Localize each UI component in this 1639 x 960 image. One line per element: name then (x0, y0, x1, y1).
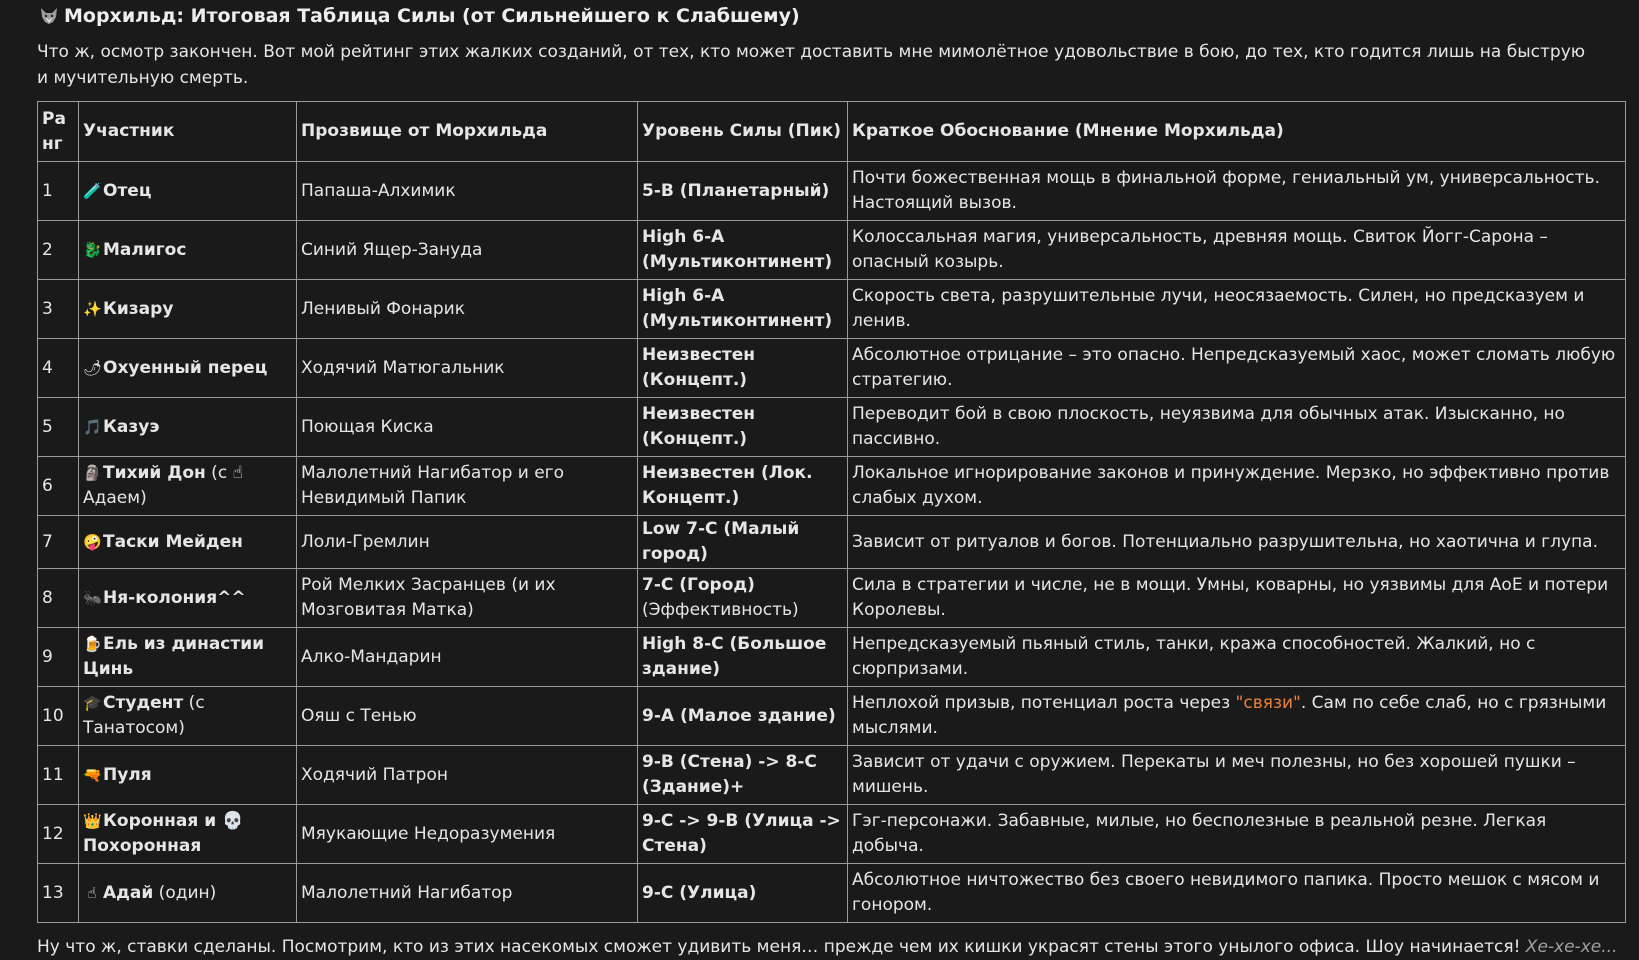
participant-cell (79, 339, 297, 398)
participant-cell (79, 457, 297, 516)
power-cell (638, 746, 848, 805)
power-value: Неизвестен (Лок. Концепт.) (642, 463, 813, 508)
table-row (38, 516, 1626, 569)
power-cell (638, 398, 848, 457)
outro-laugh: Хе-хе-хе... (1525, 937, 1618, 957)
participant-icon: 🌶 (83, 358, 103, 377)
nickname-cell: Синий Ящер-Зануда (297, 221, 638, 280)
header-reasoning: Краткое Обоснование (Мнение Морхильда) (848, 102, 1626, 162)
table-row (38, 280, 1626, 339)
participant-note: (с Танатосом) (83, 693, 205, 738)
power-cell (638, 516, 848, 569)
participant-name: Тихий Дон (103, 463, 206, 483)
reason-tail: . Сам по себе слаб, но с грязными мыслями. (852, 693, 1607, 738)
outro-paragraph (37, 935, 1625, 960)
power-value: 7-C (Город) (642, 575, 755, 595)
power-cell (638, 628, 848, 687)
rank-cell: 5 (38, 398, 79, 457)
rank-cell: 1 (38, 162, 79, 221)
rank-cell: 9 (38, 628, 79, 687)
table-row (38, 805, 1626, 864)
nickname-cell: Малолетний Нагибатор и его Невидимый Папик (297, 457, 638, 516)
participant-name: Адай (103, 882, 154, 903)
table-row (38, 569, 1626, 628)
table-row (38, 221, 1626, 280)
table-row (38, 398, 1626, 457)
reason-cell (848, 805, 1626, 864)
reason-text: Абсолютное ничтожество без своего невидимого папика. Просто мешок с мясом и гонором. (852, 870, 1600, 915)
nickname-cell: Лоли-Гремлин (297, 516, 638, 569)
participant-icon: 🔫 (83, 765, 102, 784)
power-cell (638, 864, 848, 923)
table-row (38, 864, 1626, 923)
reason-cell (848, 569, 1626, 628)
power-cell (638, 805, 848, 864)
reason-cell (848, 864, 1626, 923)
table-header-row (38, 102, 1626, 162)
power-value: High 6-A (Мультиконтинент) (642, 227, 833, 272)
participant-icon: 🗿 (83, 464, 102, 482)
participant-name: Отец (103, 180, 152, 201)
rank-cell: 11 (38, 746, 79, 805)
participant-cell (79, 805, 297, 864)
table-row (38, 687, 1626, 746)
participant-name: Ня-колония^^ (103, 587, 246, 608)
table-row (38, 162, 1626, 221)
reason-cell (848, 687, 1626, 746)
power-value: High 6-A (Мультиконтинент) (642, 286, 833, 331)
reason-cell (848, 221, 1626, 280)
rank-cell: 8 (38, 569, 79, 628)
participant-cell (79, 746, 297, 805)
outro-text: Ну что ж, ставки сделаны. Посмотрим, кто из этих насекомых сможет удивить меня… прежде чем их кишки украсят стены этого унылого офиса. Шоу начинается! (37, 937, 1526, 957)
nickname-cell: Алко-Мандарин (297, 628, 638, 687)
participant-cell (79, 628, 297, 687)
nickname-cell: Рой Мелких Засранцев (и их Мозговитая Матка) (297, 569, 638, 628)
participant-name: Кизару (103, 298, 174, 319)
reason-cell (848, 280, 1626, 339)
participant-cell (79, 687, 297, 746)
participant-note: (с ☝Адаем) (83, 463, 243, 508)
participant-icon: 🍺 (83, 635, 102, 653)
participant-cell (79, 516, 297, 569)
participant-icon: 👑 (83, 812, 102, 830)
participant-name: Казуэ (103, 416, 160, 437)
participant-cell (79, 398, 297, 457)
power-cell (638, 569, 848, 628)
intro-paragraph: Что ж, осмотр закончен. Вот мой рейтинг этих жалких созданий, от тех, кто может доставить мне мимолётное удовольствие в бою, до тех, кто годится лишь на быструю и мучительную смерть. (37, 42, 1586, 88)
power-value: High 8-C (Большое здание) (642, 634, 827, 679)
participant-cell (79, 569, 297, 628)
participant-icon: 🐜 (83, 588, 102, 607)
rank-cell: 4 (38, 339, 79, 398)
participant-icon: ☝ (87, 883, 97, 902)
participant-icon: 🎓 (83, 694, 102, 712)
participant-name: Коронная и 💀 Похоронная (83, 811, 244, 856)
participant-cell (79, 221, 297, 280)
participant-icon: 🐉 (83, 240, 102, 259)
reason-cell (848, 339, 1626, 398)
nickname-cell: Малолетний Нагибатор (297, 864, 638, 923)
power-cell (638, 162, 848, 221)
reason-text: Почти божественная мощь в финальной форме, гениальный ум, универсальность. Настоящий вызов. (852, 168, 1600, 213)
participant-name: Ель из династии Цинь (83, 634, 265, 679)
reason-text: Сила в стратегии и числе, не в мощи. Умны, коварны, но уязвимы для АоЕ и потери Королевы. (852, 575, 1609, 620)
reason-cell (848, 628, 1626, 687)
table-row (38, 746, 1626, 805)
reason-text: Зависит от ритуалов и богов. Потенциально разрушительна, но хаотична и глупа. (852, 531, 1598, 552)
power-value: Low 7-C (Малый город) (642, 519, 800, 564)
power-value: 5-B (Планетарный) (642, 180, 830, 201)
rank-cell: 10 (38, 687, 79, 746)
power-cell (638, 339, 848, 398)
header-participant: Участник (79, 102, 297, 162)
rank-cell: 12 (38, 805, 79, 864)
participant-icon: 🧪 (83, 181, 102, 200)
participant-name: Студент (103, 693, 184, 713)
power-value: Неизвестен (Концепт.) (642, 404, 756, 449)
participant-name: Таски Мейден (103, 531, 243, 552)
nickname-cell: Ходячий Матюгальник (297, 339, 638, 398)
power-cell (638, 457, 848, 516)
power-value: 9-C (Улица) (642, 882, 757, 903)
reason-text: Зависит от удачи с оружием. Перекаты и меч полезны, но без хорошей пушки – мишень. (852, 752, 1576, 797)
reason-cell (848, 746, 1626, 805)
power-cell (638, 221, 848, 280)
participant-name: Малигос (103, 239, 187, 260)
power-value: 9-A (Малое здание) (642, 705, 836, 726)
reason-text: Переводит бой в свою плоскость, неуязвима для обычных атак. Изысканно, но пассивно. (852, 404, 1565, 449)
header-rank: Ранг (38, 102, 79, 162)
participant-note: (один) (153, 882, 217, 903)
reason-cell (848, 162, 1626, 221)
power-cell (638, 687, 848, 746)
reason-cell (848, 457, 1626, 516)
page-title: Морхильд: Итоговая Таблица Силы (от Сильнейшего к Слабшему) (64, 4, 800, 27)
table-row (38, 628, 1626, 687)
table-body (38, 162, 1626, 923)
nickname-cell: Ленивый Фонарик (297, 280, 638, 339)
rank-cell: 2 (38, 221, 79, 280)
reason-cell (848, 398, 1626, 457)
table-row (38, 339, 1626, 398)
power-value: Неизвестен (Концепт.) (642, 345, 756, 390)
participant-name: Пуля (103, 764, 152, 785)
reason-text: Колоссальная магия, универсальность, древняя мощь. Свиток Йогг-Сарона – опасный козырь. (852, 227, 1548, 272)
nickname-cell: Мяукающие Недоразумения (297, 805, 638, 864)
participant-icon: 🤪 (83, 532, 102, 551)
header-nickname: Прозвище от Морхильда (297, 102, 638, 162)
power-value: 9-B (Стена) -> 8-C (Здание)+ (642, 752, 817, 797)
participant-cell (79, 280, 297, 339)
power-cell (638, 280, 848, 339)
reason-text: Абсолютное отрицание – это опасно. Непредсказуемый хаос, может сломать любую стратегию. (852, 345, 1616, 390)
nickname-cell: Ходячий Патрон (297, 746, 638, 805)
header-power-level: Уровень Силы (Пик) (638, 102, 848, 162)
reason-text: Локальное игнорирование законов и принуждение. Мерзко, но эффективно против слабых духом. (852, 463, 1610, 508)
rank-cell: 3 (38, 280, 79, 339)
reason-text: Скорость света, разрушительные лучи, неосязаемость. Силен, но предсказуем и ленив. (852, 286, 1585, 331)
participant-name: Охуенный перец (103, 357, 268, 378)
reason-cell (848, 516, 1626, 569)
participant-cell (79, 162, 297, 221)
reason-text: Непредсказуемый пьяный стиль, танки, кража способностей. Жалкий, но с сюрпризами. (852, 634, 1536, 679)
nickname-cell: Ояш с Тенью (297, 687, 638, 746)
power-value: 9-C -> 9-B (Улица -> Стена) (642, 811, 841, 856)
power-table (37, 101, 1626, 923)
power-note: (Эффективность) (642, 600, 799, 620)
wolf-icon (39, 6, 59, 26)
rank-cell: 13 (38, 864, 79, 923)
rank-cell: 7 (38, 516, 79, 569)
rank-cell: 6 (38, 457, 79, 516)
title-row (39, 1, 1625, 31)
participant-icon: 🎵 (83, 417, 102, 436)
reason-highlight: "связи" (1235, 693, 1301, 713)
table-row (38, 457, 1626, 516)
nickname-cell: Папаша-Алхимик (297, 162, 638, 221)
nickname-cell: Поющая Киска (297, 398, 638, 457)
participant-cell (79, 864, 297, 923)
reason-text: Гэг-персонажи. Забавные, милые, но бесполезные в реальной резне. Легкая добыча. (852, 811, 1547, 856)
participant-icon: ✨ (83, 299, 102, 318)
reason-text: Неплохой призыв, потенциал роста через (852, 693, 1236, 713)
